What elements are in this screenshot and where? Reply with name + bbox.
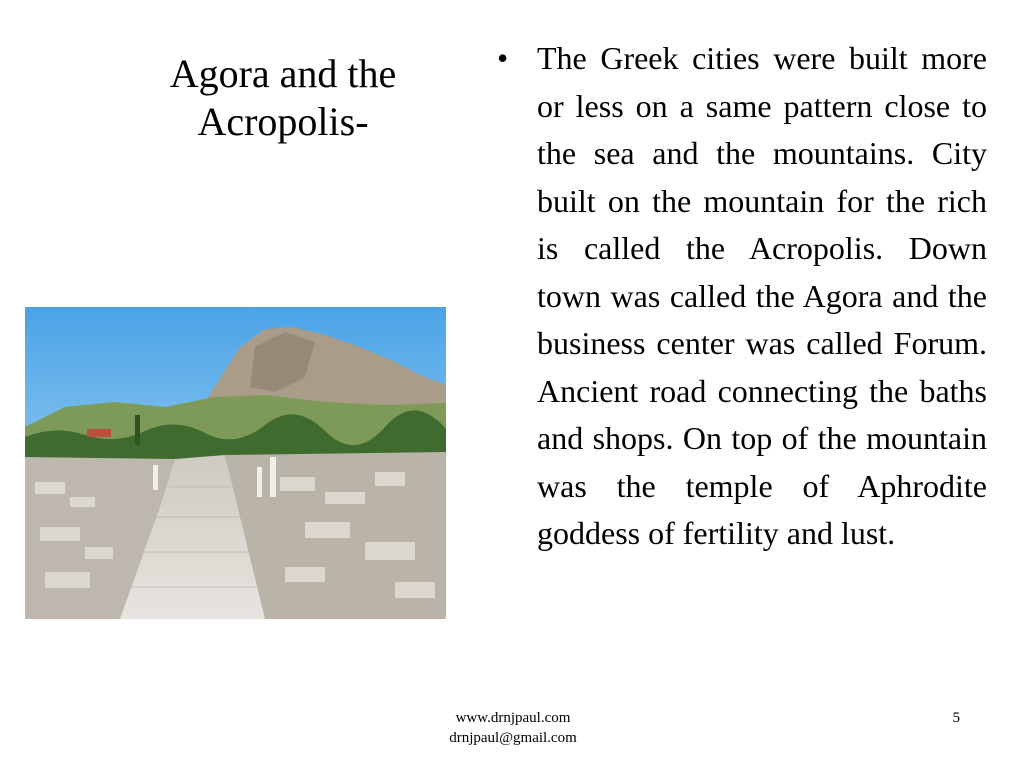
footer-contact xyxy=(400,708,626,748)
slide-title-line-2: Acropolis- xyxy=(197,99,369,144)
cypress-tree xyxy=(135,415,140,445)
ancient-corinth-ruins-photo xyxy=(25,307,446,619)
bullet-icon: • xyxy=(497,40,509,76)
body-bullet-list xyxy=(497,35,987,558)
footer-website: www.drnjpaul.com xyxy=(455,710,571,726)
footer-email: drnjpaul@gmail.com xyxy=(449,730,577,746)
red-roof xyxy=(87,429,111,437)
slide-title-line-1: Agora and the xyxy=(169,51,397,96)
page-number: 5 xyxy=(952,710,960,726)
body-text: The Greek cities were built more or less on a same pattern close to the sea and the mountains. City built on the mountain for the rich is called the Acropolis. Down town was called the Agora and the business center was called Forum. Ancient road connecting the baths and shops. On top of the mountain was the temple of Aphrodite goddess of fertility and lust. xyxy=(537,40,987,551)
slide-title xyxy=(120,50,446,146)
list-item xyxy=(497,35,987,558)
